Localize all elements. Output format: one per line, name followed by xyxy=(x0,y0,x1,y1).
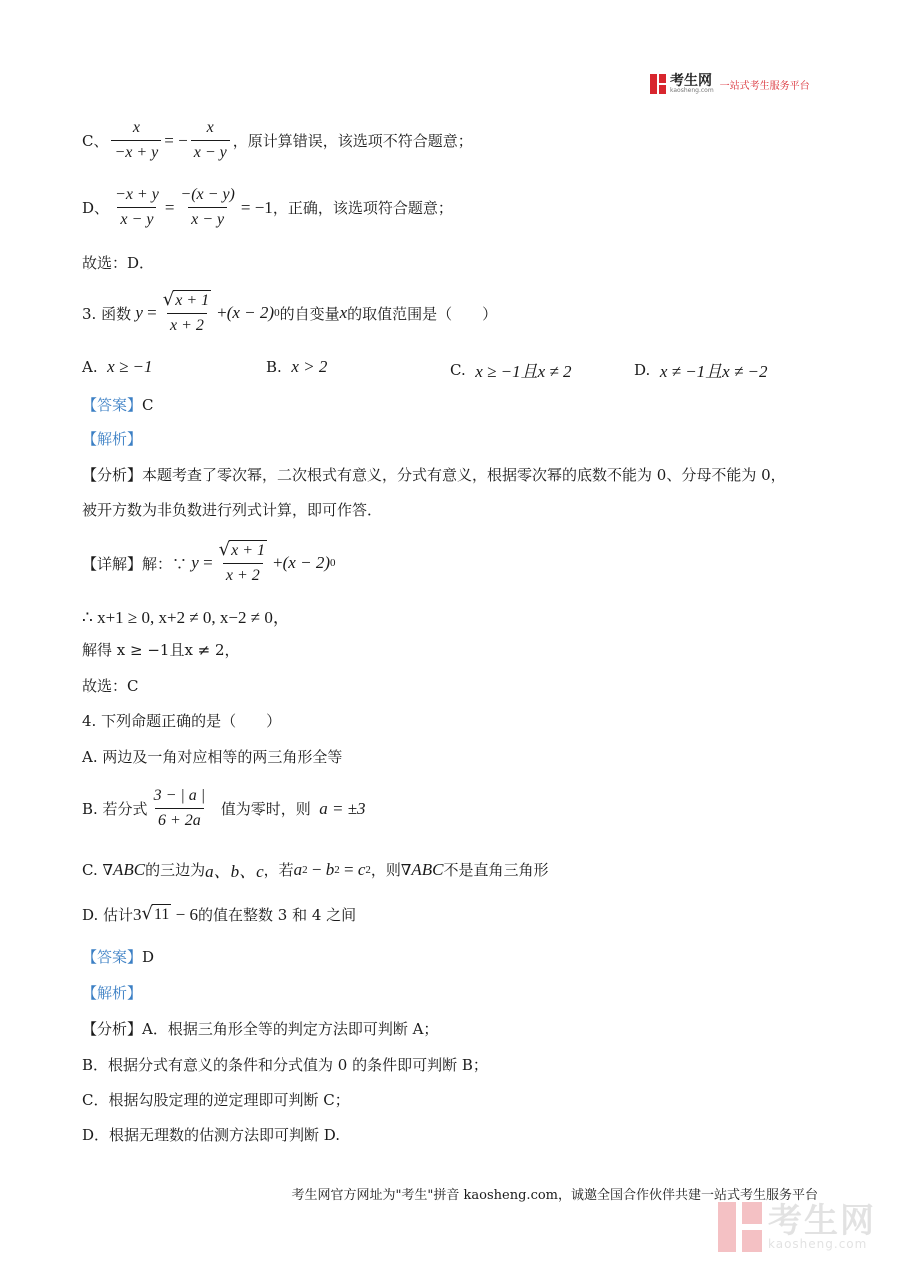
q3-choice: 故选：C xyxy=(82,677,139,695)
q4-answer xyxy=(82,946,154,967)
option-text: x ≠ −1且x ≠ −2 xyxy=(659,362,768,381)
option-label: D. xyxy=(634,360,651,379)
option-text: x > 2 xyxy=(291,357,328,376)
q4-option-a: A. 两边及一角对应相等的两三角形全等 xyxy=(82,748,343,766)
q4-stem: 4. 下列命题正确的是（ ） xyxy=(82,712,282,730)
fraction: $\frac{-(x - y)}{x - y}$ xyxy=(180,186,235,228)
answer-value: C xyxy=(142,395,154,414)
fraction: √ x + 1 x + 2 xyxy=(162,289,210,334)
q3-therefore: ∴ x+1 ≥ 0, x+2 ≠ 0, x−2 ≠ 0， xyxy=(82,608,290,627)
stem-var: x xyxy=(339,303,348,322)
sides: a、b、c xyxy=(205,862,264,881)
label: D、 xyxy=(82,199,110,217)
text: 不是直角三角形 xyxy=(443,861,549,879)
fraction: √ x + 1 x + 2 xyxy=(218,539,266,584)
text: ，原计算错误，该选项不符合题意； xyxy=(232,132,473,150)
q3-answer xyxy=(82,394,154,415)
q2-choice: 故选：D． xyxy=(82,254,155,272)
q4-analysis-line-1: 【分析】A．根据三角形全等的判定方法即可判断 A； xyxy=(82,1020,439,1038)
text: B. 若分式 xyxy=(82,800,148,818)
text: C. ∇ xyxy=(82,860,113,879)
q4-option-b xyxy=(82,786,366,831)
watermark-name: 考生网 xyxy=(768,1201,876,1241)
equation: a = ±3 xyxy=(319,798,366,818)
fraction: $\frac{x}{-x + y}$ xyxy=(111,118,161,163)
answer-tag: 【答案】 xyxy=(82,396,143,414)
fraction: $\frac{x}{x - y}$ xyxy=(191,118,230,163)
q3-detail: 【详解】解：∵ y = √ x + 1 x + 2 + (x − 2) 0 xyxy=(82,539,336,584)
option-label: C. xyxy=(450,360,466,379)
logo-name: 考生网 xyxy=(670,73,712,89)
q3-analysis-line-1: 【分析】本题考查了零次幂，二次根式有意义，分式有意义，根据零次幂的底数不能为 0、分母不能为 0， xyxy=(82,466,786,484)
detail-label: 【详解】解：∵ xyxy=(82,554,188,573)
option-text: x ≥ −1且x ≠ 2 xyxy=(475,362,572,381)
triangle-name: ABC xyxy=(411,859,444,879)
stem-text: 的取值范围是（ ） xyxy=(347,304,498,323)
option-label: A. xyxy=(82,358,98,376)
q3-option-b xyxy=(266,357,327,377)
q4-option-c: C. ∇ ABC 的三边为 a、b、c ，若 a 2 − b 2 = c 2 ，则∇ ABC 不是直角三角形 xyxy=(82,857,548,882)
text: ，正确，该选项符合题意； xyxy=(272,199,453,217)
text: 值为零时，则 xyxy=(220,800,311,818)
q3-analysis-line-2: 被开方数为非负数进行列式计算，即可作答． xyxy=(82,501,383,519)
q3-option-d xyxy=(634,357,768,382)
q2-option-c-explain: C、 $\frac{x}{-x + y}$ = − $\frac{x}{x - y}$ ，原计算错误，该选项不符合题意； xyxy=(82,119,473,161)
q3-option-c xyxy=(450,357,572,382)
text: 的三边为 xyxy=(145,861,206,879)
answer-value: D xyxy=(142,947,155,966)
label: C、 xyxy=(82,132,109,150)
result: = −1 xyxy=(240,197,273,217)
q4-analysis-line-2: B．根据分式有意义的条件和分式值为 0 的条件即可判断 B； xyxy=(82,1056,488,1074)
q3-stem: 3. 函数 y = √ x + 1 x + 2 + (x − 2) 0 的自变量 x 的取值范围是（ ） xyxy=(82,289,498,334)
q4-option-d: D. 估计 3 √ 11 − 6 的值在整数 3 和 4 之间 xyxy=(82,903,357,924)
watermark-url: kaosheng.com xyxy=(768,1237,868,1251)
text: ，若 xyxy=(263,861,294,879)
q3-solve: 解得 x ≥ −1且x ≠ 2， xyxy=(82,641,240,659)
logo-slogan: 一站式考生服务平台 xyxy=(719,80,810,92)
answer-tag: 【答案】 xyxy=(82,948,143,966)
q4-analysis-line-3: C．根据勾股定理的逆定理即可判断 C； xyxy=(82,1091,350,1109)
q4-analysis-tag: 【解析】 xyxy=(82,984,143,1002)
q4-analysis-line-4: D．根据无理数的估测方法即可判断 D. xyxy=(82,1126,341,1144)
watermark-logo-icon xyxy=(718,1202,762,1252)
q2-option-d-explain: D、 $\frac{-x + y}{x - y}$ = $\frac{-(x - y)}{x - y}$ = −1 ，正确，该选项符合题意； xyxy=(82,186,453,228)
q3-options xyxy=(82,357,822,379)
text: D. 估计 xyxy=(82,906,134,924)
logo-url: kaosheng.com xyxy=(670,87,714,94)
stem-text: 的自变量 xyxy=(279,304,340,323)
triangle-name: ABC xyxy=(112,859,146,879)
stem-text: 3. 函数 xyxy=(82,304,132,323)
fraction: $\frac{3 - | a |}{6 + 2a}$ xyxy=(153,787,206,829)
footer-text: 考生网官方网址为"考生"拼音 kaosheng.com，诚邀全国合作伙伴共建一站式考生服务平台 xyxy=(291,1188,818,1203)
logo-icon xyxy=(650,74,666,94)
fraction: $\frac{-x + y}{x - y}$ xyxy=(115,186,159,228)
text: 的值在整数 3 和 4 之间 xyxy=(198,906,357,924)
option-label: B. xyxy=(266,358,282,376)
option-text: x ≥ −1 xyxy=(107,357,153,376)
text: ，则∇ xyxy=(370,861,412,879)
q3-analysis-tag: 【解析】 xyxy=(82,430,143,448)
q3-option-a xyxy=(82,357,153,377)
header-logo xyxy=(650,74,810,94)
watermark xyxy=(718,1202,876,1252)
